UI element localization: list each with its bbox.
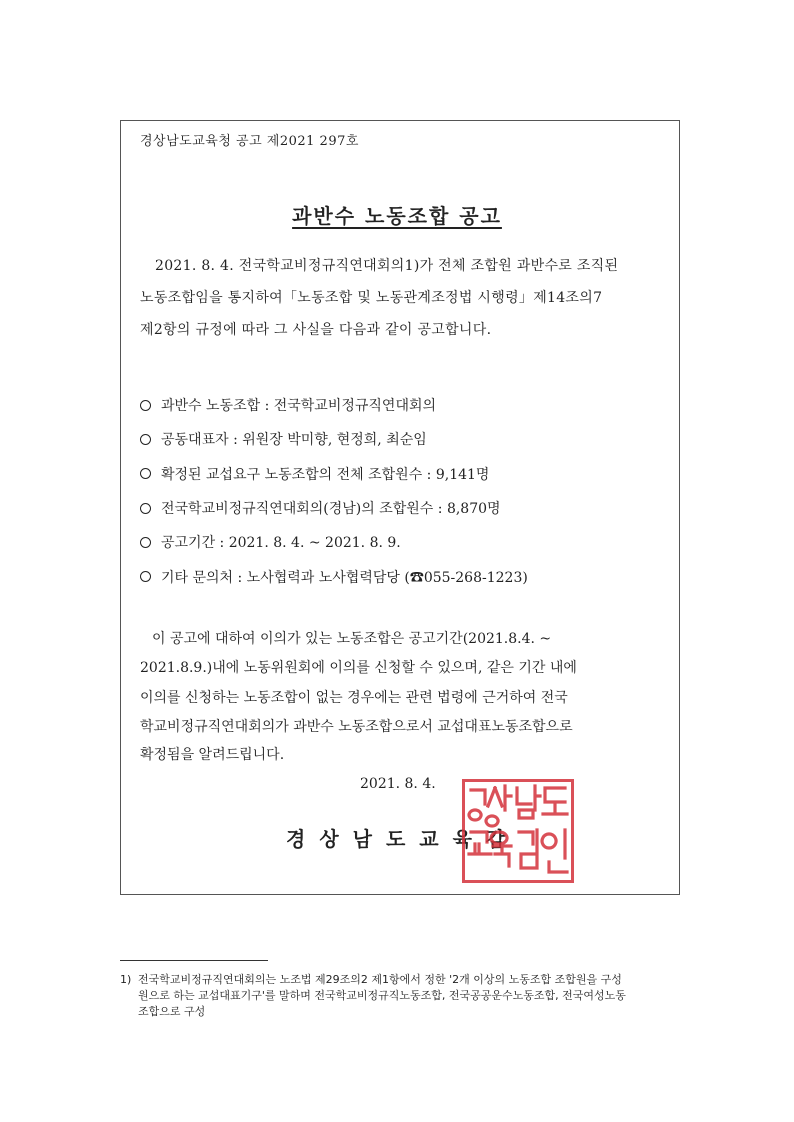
body-line-5: 확정됨을 알려드립니다. <box>140 747 285 763</box>
list-item <box>140 422 680 456</box>
document-number: 경상남도교육청 공고 제2021 297호 <box>140 134 359 149</box>
list-item-text: 전국학교비정규직연대회의(경남)의 조합원수 : 8,870명 <box>161 501 501 518</box>
body-line-4: 학교비정규직연대회의가 과반수 노동조합으로서 교섭대표노동조합으로 <box>140 719 573 735</box>
body-line-1: 이 공고에 대하여 이의가 있는 노동조합은 공고기간(2021.8.4. ~ <box>152 631 552 647</box>
circle-bullet-icon <box>140 537 151 548</box>
footnote <box>120 972 690 1020</box>
circle-bullet-icon <box>140 571 151 582</box>
list-item <box>140 559 680 593</box>
body-line-3: 이의를 신청하는 노동조합이 없는 경우에는 관련 법령에 근거하여 전국 <box>140 690 568 706</box>
list-item-text: 기타 문의처 : 노사협력과 노사협력담당 (☎055-268-1223) <box>161 569 528 586</box>
circle-bullet-icon <box>140 434 151 445</box>
footnote-divider <box>120 960 268 961</box>
intro-line-2: 노동조합임을 통지하여「노동조합 및 노동관계조정법 시행령」제14조의7 <box>140 290 603 306</box>
circle-bullet-icon <box>140 468 151 479</box>
list-item-text: 과반수 노동조합 : 전국학교비정규직연대회의 <box>161 398 437 415</box>
intro-line-1: 2021. 8. 4. 전국학교비정규직연대회의1)가 전체 조합원 과반수로 조직된 <box>155 258 619 274</box>
list-item <box>140 491 680 525</box>
list-item <box>140 388 680 422</box>
list-item-text: 공고기간 : 2021. 8. 4. ~ 2021. 8. 9. <box>161 535 401 552</box>
official-seal-stamp <box>462 779 574 883</box>
circle-bullet-icon <box>140 503 151 514</box>
footnote-line-3: 조합으로 구성 <box>138 1005 206 1018</box>
notice-items-list <box>140 388 680 594</box>
intro-line-3: 제2항의 규정에 따라 그 사실을 다음과 같이 공고합니다. <box>140 322 492 338</box>
list-item <box>140 525 680 559</box>
body-line-2: 2021.8.9.)내에 노동위원회에 이의를 신청할 수 있으며, 같은 기간 내에 <box>140 660 577 676</box>
list-item-text: 공동대표자 : 위원장 박미향, 현정희, 최순임 <box>161 432 427 449</box>
signer-name: 경상남도교육감 <box>286 827 520 851</box>
footnote-text <box>138 972 690 1020</box>
circle-bullet-icon <box>140 400 151 411</box>
page-title: 과반수 노동조합 공고 <box>292 204 502 228</box>
notice-date: 2021. 8. 4. <box>360 776 436 792</box>
footnote-number: 1) <box>120 973 132 986</box>
list-item <box>140 457 680 491</box>
footnote-line-1: 전국학교비정규직연대회의는 노조법 제29조의2 제1항에서 정한 '2개 이상의 노동조합 조합원을 구성 <box>138 973 622 986</box>
seal-stamp-icon <box>465 782 571 880</box>
list-item-text: 확정된 교섭요구 노동조합의 전체 조합원수 : 9,141명 <box>161 466 490 483</box>
footnote-line-2: 원으로 하는 교섭대표기구'를 말하며 전국학교비정규직노동조합, 전국공공운수노동조합, 전국여성노동 <box>138 989 626 1002</box>
